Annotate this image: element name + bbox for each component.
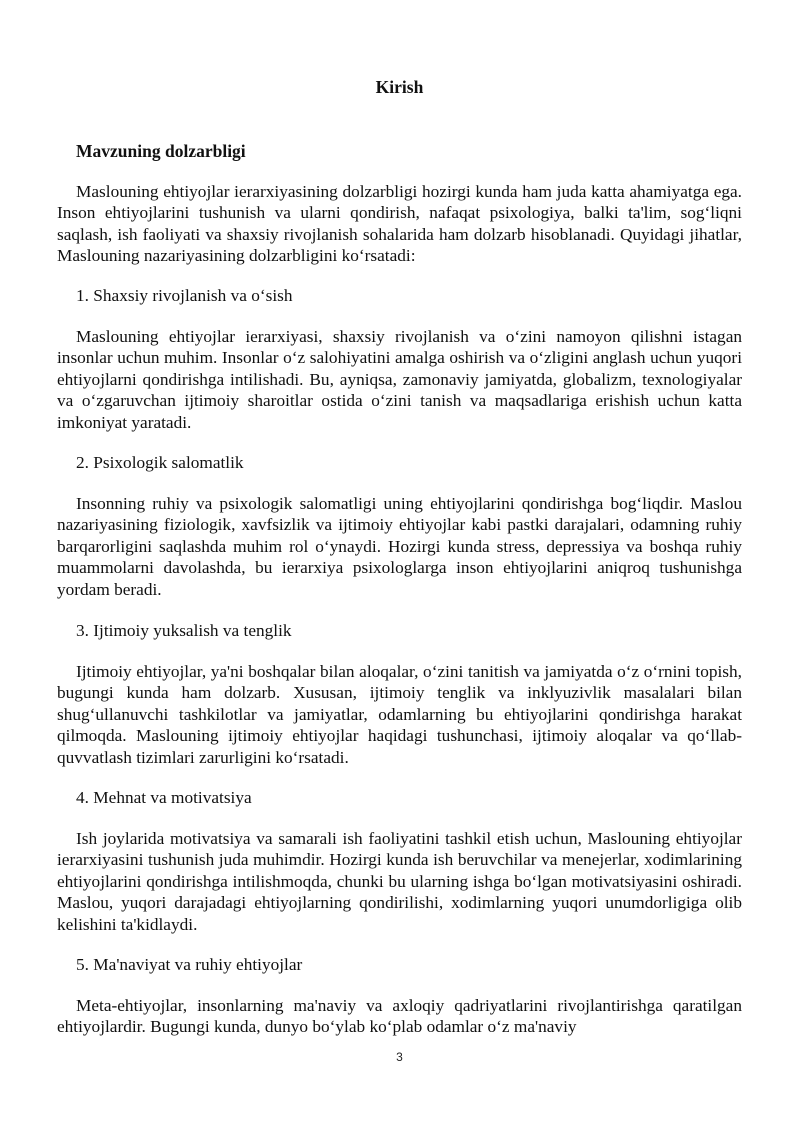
point-5-paragraph: Meta-ehtiyojlar, insonlarning ma'naviy va axloqiy qadriyatlarini rivojlantirishga qaratilgan ehtiyojlardir. Bugungi kunda, dunyo bo‘ylab ko‘plab odamlar o‘z ma'naviy — [57, 996, 742, 1037]
intro-paragraph: Maslouning ehtiyojlar ierarxiyasining dolzarbligi hozirgi kunda ham juda katta ahamiyatga ega. Inson ehtiyojlarini tushunish va ularni qondirish, nafaqat psixologiya, balki ta'lim, sog‘liqni saqlash, ish faoliyati va shaxsiy rivojlanish sohalarida ham dolzarb hisoblanadi. Quyidagi jihatlar, Maslouning nazariyasining dolzarbligini ko‘rsatadi: — [57, 182, 742, 266]
point-4-heading: 4. Mehnat va motivatsiya — [76, 788, 252, 807]
point-5-heading: 5. Ma'naviyat va ruhiy ehtiyojlar — [76, 955, 303, 974]
point-4-paragraph: Ish joylarida motivatsiya va samarali ish faoliyatini tashkil etish uchun, Maslouning ehtiyojlar ierarxiyasini tushunish juda muhimdir. Hozirgi kunda ish beruvchilar va menejerlar, xodimlarining ehtiyojlarini qondirishga intilishmoqda, chunki bu ularning ishga bo‘lgan motivatsiyasini oshiradi. Maslou, yuqori darajadagi ehtiyojlarning qondirilishi, xodimlarning yuqori unumdorligiga olib kelishini ta'kidlaydi. — [57, 829, 742, 934]
page-number: 3 — [396, 1050, 403, 1064]
document-page — [57, 0, 742, 1131]
point-3-paragraph: Ijtimoiy ehtiyojlar, ya'ni boshqalar bilan aloqalar, o‘zini tanitish va jamiyatda o‘z o‘rnini topish, bugungi kunda ham dolzarb. Xususan, ijtimoiy tenglik va inklyuzivlik masalalari bilan shug‘ullanuvchi tashkilotlar va jamiyatlar, odamlarning bu ehtiyojlarini qondirishga harakat qilmoqda. Maslouning ijtimoiy ehtiyojlar haqidagi tushunchasi, ijtimoiy aloqalar va qo‘llab-quvvatlash tizimlari zarurligini ko‘rsatadi. — [57, 662, 742, 767]
point-3-heading: 3. Ijtimoiy yuksalish va tenglik — [76, 621, 292, 640]
point-1-heading: 1. Shaxsiy rivojlanish va o‘sish — [76, 286, 293, 305]
point-2-heading: 2. Psixologik salomatlik — [76, 453, 244, 472]
page-title: Kirish — [375, 77, 424, 97]
section-heading: Mavzuning dolzarbligi — [76, 141, 246, 161]
point-1-paragraph: Maslouning ehtiyojlar ierarxiyasi, shaxsiy rivojlanish va o‘zini namoyon qilishni istagan insonlar uchun muhim. Insonlar o‘z salohiyatini amalga oshirish va o‘zligini anglash uchun yuqori ehtiyojlarni qondirishga intilishadi. Bu, ayniqsa, zamonaviy jamiyatda, globalizm, texnologiyalar va o‘zgaruvchan ijtimoiy sharoitlar ostida o‘zini tanish va maqsadlariga erishish uchun katta imkoniyat yaratadi. — [57, 327, 742, 432]
point-2-paragraph: Insonning ruhiy va psixologik salomatligi uning ehtiyojlarini qondirishga bog‘liqdir. Maslou nazariyasining fiziologik, xavfsizlik va ijtimoiy ehtiyojlar kabi pastki darajalari, odamning ruhiy barqarorligini saqlashda muhim rol o‘ynaydi. Hozirgi kunda stress, depressiya va boshqa ruhiy muammolarni davolashda, bu ierarxiya psixologlarga inson ehtiyojlarini aniqroq tushunishga yordam beradi. — [57, 494, 742, 599]
